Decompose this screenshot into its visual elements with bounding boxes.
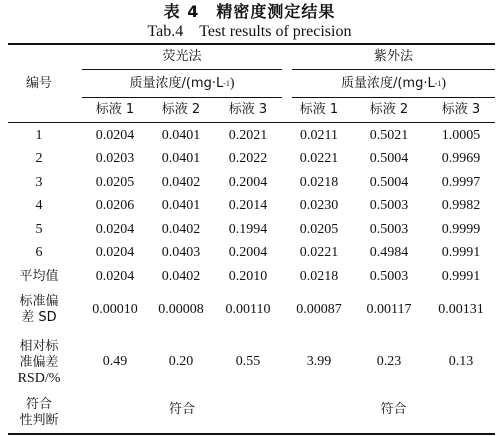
conformity-row-label — [8, 394, 70, 432]
table-cell: 0.0402 — [161, 221, 201, 237]
group-name-uv: 紫外法 — [373, 49, 413, 64]
table-cell: 0.0211 — [300, 127, 338, 143]
table-cell: 0.0205 — [95, 174, 135, 190]
conformity-fluorescence: 符合 — [168, 402, 195, 417]
column-header: 标液 3 — [441, 102, 481, 117]
table-cell: 0.9969 — [441, 151, 481, 167]
table-cell: 0.0401 — [161, 127, 201, 143]
table-cell: 0.0221 — [299, 245, 339, 261]
table-cell: 0.0204 — [95, 221, 135, 237]
table-cell: 0.0403 — [161, 245, 201, 261]
table-cell: 0.0218 — [299, 268, 339, 284]
table-cell: 0.49 — [102, 354, 128, 369]
table-cell: 0.9991 — [441, 245, 481, 261]
group-name-fluorescence: 荧光法 — [162, 49, 202, 64]
header-bottom-rule — [8, 122, 495, 123]
table-cell: 0.2014 — [228, 198, 268, 214]
table-cell: 0.13 — [448, 354, 474, 369]
table-cell: 0.0402 — [161, 268, 201, 284]
table-cell: 1.0005 — [441, 127, 481, 143]
table-cell: 0.0221 — [299, 151, 339, 167]
table-cell: 0.55 — [235, 354, 261, 369]
row-header-label: 编号 — [25, 76, 52, 91]
table-cell: 0.2010 — [228, 268, 268, 284]
table-cell: 0.9999 — [441, 221, 481, 237]
table-cell: 0.00117 — [366, 302, 412, 317]
table-cell: 0.23 — [376, 354, 402, 369]
unit-prefix: 质量浓度/(mg·L — [129, 75, 224, 91]
table-cell: 0.2004 — [228, 245, 268, 261]
table-cell: 0.0401 — [161, 198, 201, 214]
table-cell: 0.5004 — [369, 151, 409, 167]
unit-prefix: 质量浓度/(mg·L — [340, 75, 435, 91]
table-cell: 0.0205 — [299, 221, 339, 237]
table-cell: 0.0402 — [161, 174, 201, 190]
rsd-label-line: 准偏差 — [19, 355, 59, 370]
table-cell: 0.5004 — [369, 174, 409, 190]
table-cell: 3.99 — [306, 354, 332, 369]
sd-row-label — [8, 288, 70, 332]
table-cell: 0.00010 — [92, 302, 138, 317]
table-cell: 0.20 — [168, 354, 194, 369]
unit-label-fluorescence: 质量浓度/(mg·L -1 ) — [129, 75, 235, 91]
row-label: 3 — [35, 174, 43, 190]
unit-suffix: ) — [229, 75, 235, 91]
table-cell: 0.9997 — [441, 174, 481, 190]
table-title-cn: 表 4 精密度测定结果 — [163, 2, 336, 21]
rsd-row-label — [8, 332, 70, 394]
table-cell: 0.0204 — [95, 245, 135, 261]
rsd-label-line: RSD/% — [17, 371, 61, 386]
column-header: 标液 3 — [228, 102, 268, 117]
table-cell: 0.00008 — [158, 302, 204, 317]
table-cell: 0.0204 — [95, 127, 135, 143]
unit-suffix: ) — [441, 75, 447, 91]
row-label: 2 — [35, 151, 43, 167]
table-cell: 0.1994 — [228, 221, 268, 237]
column-header: 标液 1 — [95, 102, 135, 117]
row-label: 1 — [35, 127, 43, 143]
column-header: 标液 2 — [369, 102, 409, 117]
column-header: 标液 2 — [161, 102, 201, 117]
table-cell: 0.00110 — [225, 302, 271, 317]
conformity-label-line: 符合 — [25, 397, 52, 412]
rsd-label-line: 相对标 — [19, 339, 59, 354]
sd-label-line: 标准偏 — [19, 294, 59, 309]
column-header: 标液 1 — [299, 102, 339, 117]
table-cell: 0.5003 — [369, 268, 409, 284]
bottom-rule — [8, 433, 495, 435]
table-title-en: Tab.4 Test results of precision — [147, 23, 352, 40]
table-cell: 0.5003 — [369, 221, 409, 237]
row-label: 6 — [35, 245, 43, 261]
table-cell: 0.5021 — [369, 127, 409, 143]
conformity-uv: 符合 — [380, 402, 407, 417]
table-cell: 0.00087 — [296, 302, 342, 317]
sd-label-line: 差 SD — [21, 310, 57, 325]
row-label: 4 — [35, 198, 43, 214]
table-cell: 0.4984 — [369, 245, 409, 261]
table-cell: 0.00131 — [438, 302, 484, 317]
unit-label-uv: 质量浓度/(mg·L -1 ) — [340, 75, 447, 91]
table-cell: 0.9991 — [441, 268, 481, 284]
table-cell: 0.0204 — [95, 268, 135, 284]
row-label: 5 — [35, 221, 43, 237]
table-cell: 0.9982 — [441, 198, 481, 214]
conformity-label-line: 性判断 — [19, 413, 59, 428]
table-cell: 0.0401 — [161, 151, 201, 167]
table-cell: 0.5003 — [369, 198, 409, 214]
table-cell: 0.2004 — [228, 174, 268, 190]
table-cell: 0.2022 — [228, 151, 268, 167]
table-cell: 0.0218 — [299, 174, 339, 190]
table-cell: 0.0203 — [95, 151, 135, 167]
table-cell: 0.0230 — [299, 198, 339, 214]
table-cell: 0.2021 — [228, 127, 268, 143]
table-cell: 0.0206 — [95, 198, 135, 214]
row-label: 平均值 — [19, 268, 59, 284]
